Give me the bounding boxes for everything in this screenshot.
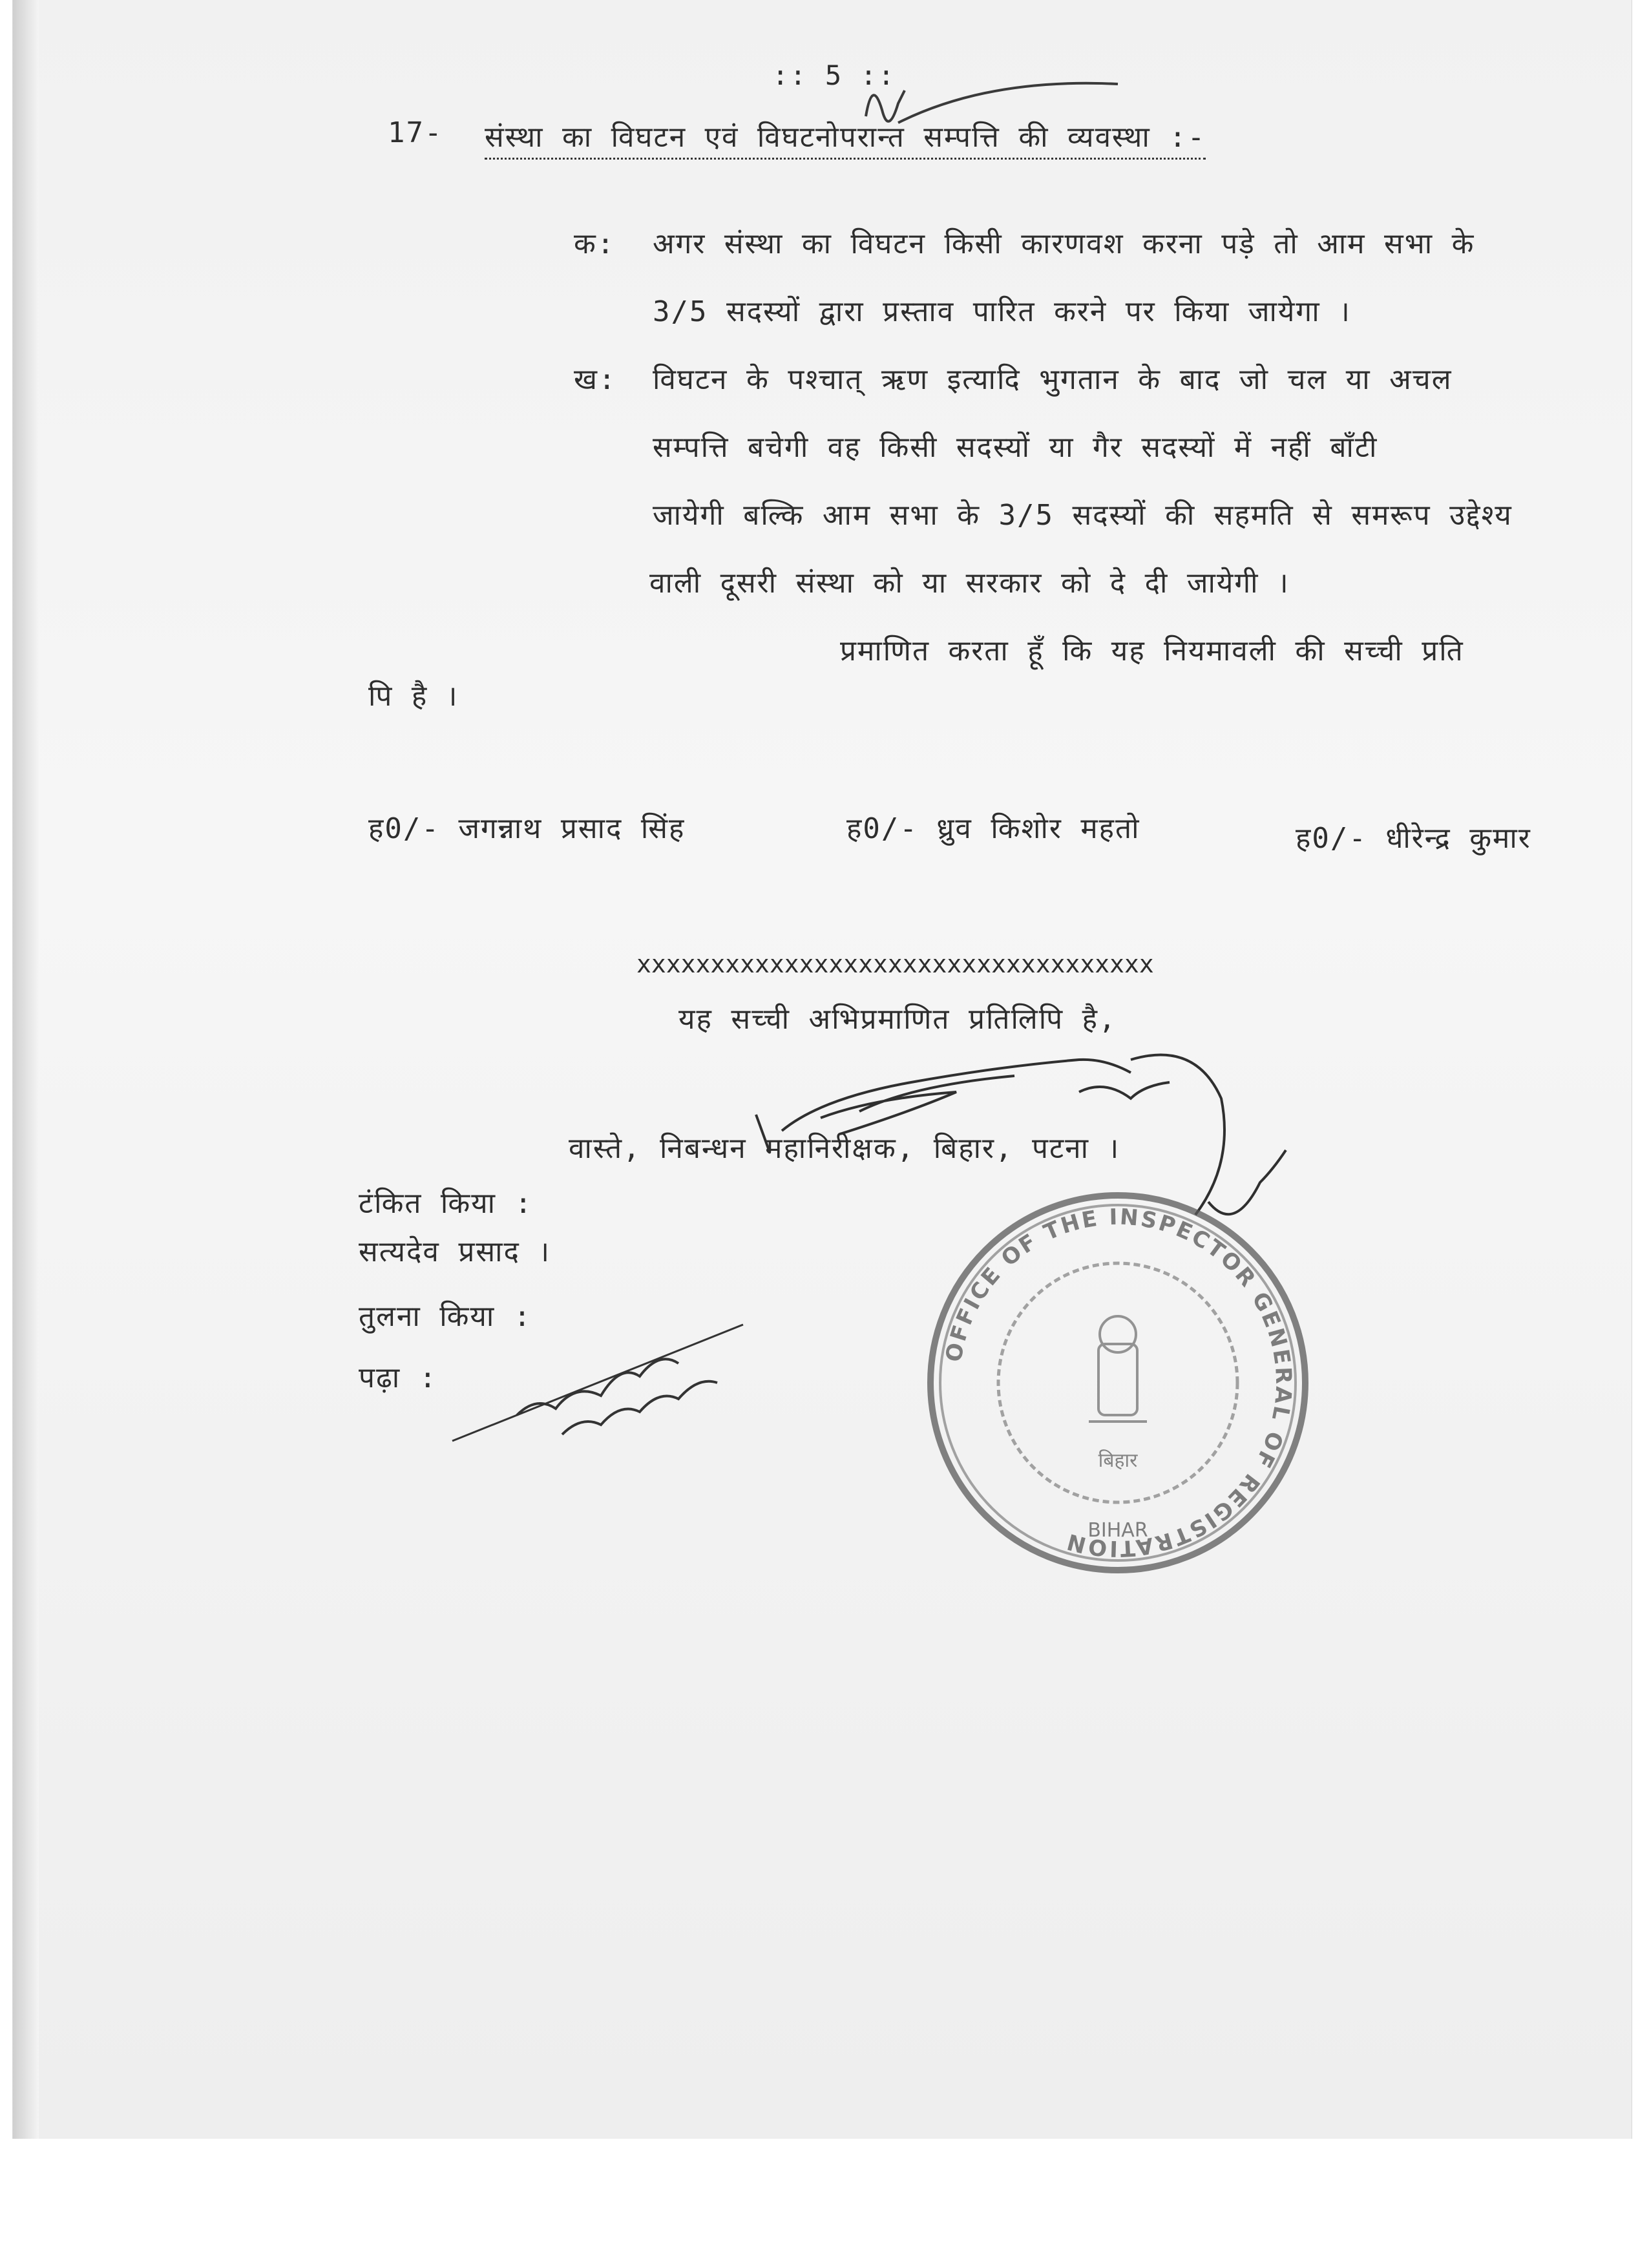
section-title: संस्था का विघटन एवं विघटनोपरान्त सम्पत्ति की व्यवस्था :- — [485, 116, 1206, 160]
certification-line-2: पि है । — [368, 680, 459, 713]
scan-bottom-margin — [0, 2139, 1649, 2268]
seal-inner-text: बिहार — [1098, 1449, 1138, 1472]
compared-by-label: तुलना किया : — [359, 1300, 532, 1333]
clause-kha-line-2: सम्पत्ति बचेगी वह किसी सदस्यों या गैर सदस्यों में नहीं बाँटी — [653, 431, 1378, 464]
emblem-icon — [1089, 1316, 1147, 1422]
scan-edge-shadow — [13, 0, 39, 2139]
typed-by-label: टंकित किया : — [359, 1187, 534, 1220]
page-tick-mark — [859, 65, 1131, 142]
clause-kha-line-3: जायेगी बल्कि आम सभा के 3/5 सदस्यों की सहमति से समरूप उद्देश्य — [653, 499, 1513, 532]
clause-ka-line-2: 3/5 सदस्यों द्वारा प्रस्ताव पारित करने पर किया जायेगा । — [653, 295, 1351, 328]
clause-kha-line-4: वाली दूसरी संस्था को या सरकार को दे दी जायेगी । — [649, 567, 1290, 600]
clause-kha-line-1: विघटन के पश्चात् ऋण इत्यादि भुगतान के बाद जो चल या अचल — [653, 363, 1453, 396]
clause-ka-line-1: अगर संस्था का विघटन किसी कारणवश करना पड़े तो आम सभा के — [653, 227, 1475, 260]
seal-outer-text: OFFICE OF THE INSPECTOR GENERAL OF REGISTRATION — [940, 1204, 1297, 1562]
office-attestation-line: वास्ते, निबन्धन महानिरीक्षक, बिहार, पटना । — [569, 1132, 1120, 1165]
signatory-1: ह0/- जगन्नाथ प्रसाद सिंह — [368, 812, 686, 845]
official-seal — [918, 1182, 1318, 1583]
page-number: :: 5 :: — [772, 59, 896, 91]
clause-marker-ka: क: — [574, 227, 616, 260]
signatory-3: ह0/- धीरेन्द्र कुमार — [1296, 822, 1531, 855]
true-copy-statement: यह सच्ची अभिप्रमाणित प्रतिलिपि है, — [678, 1003, 1117, 1036]
section-number: 17- — [388, 116, 443, 149]
separator-line: xxxxxxxxxxxxxxxxxxxxxxxxxxxxxxxxxxx — [636, 950, 1154, 978]
read-by-label: पढ़ा : — [359, 1361, 438, 1394]
seal-bottom-text: BIHAR — [1087, 1519, 1148, 1542]
svg-text:OFFICE OF THE INSPECTOR GENERA — [941, 1204, 1296, 1562]
clause-marker-kha: ख: — [574, 363, 617, 396]
signatory-2: ह0/- ध्रुव किशोर महतो — [846, 812, 1140, 845]
reader-initials-date — [446, 1286, 756, 1454]
typist-name: सत्यदेव प्रसाद । — [359, 1235, 551, 1268]
certification-line-1: प्रमाणित करता हूँ कि यह नियमावली की सच्ची प्रति — [840, 635, 1464, 667]
